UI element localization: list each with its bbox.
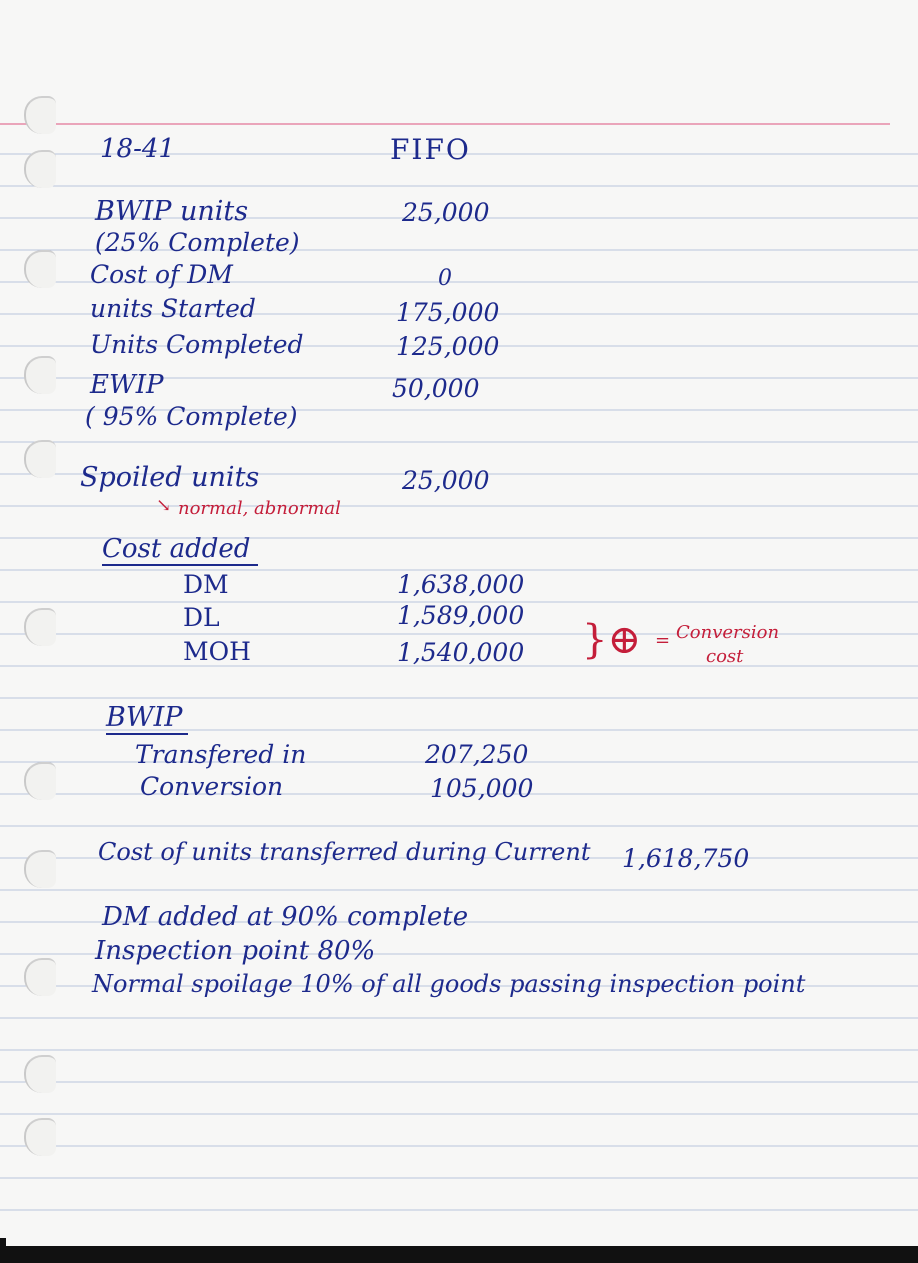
binder-hole: [24, 440, 56, 478]
cost-moh-label: MOH: [183, 637, 251, 666]
binder-hole: [24, 250, 56, 288]
binder-hole: [24, 1055, 56, 1093]
conversion-cost-note-1: Conversion: [676, 622, 780, 643]
cost-transferred-value: 1,618,750: [622, 844, 750, 873]
spoiled-units-value: 25,000: [402, 466, 490, 495]
units-started-label: units Started: [90, 294, 256, 323]
binder-hole: [24, 96, 56, 134]
cost-dm-label: DM: [183, 570, 229, 599]
ewip-label: EWIP: [90, 370, 164, 400]
spoiled-units-label: Spoiled units: [80, 462, 260, 493]
cost-of-dm-label: Cost of DM: [90, 260, 233, 289]
binder-hole: [24, 958, 56, 996]
conversion-cost-note-2: cost: [706, 646, 744, 667]
cost-of-dm-value: 0: [438, 266, 452, 291]
bwip-units-label: BWIP units: [95, 196, 249, 227]
arrow-icon: ↘: [156, 495, 172, 516]
bwip-units-value: 25,000: [402, 198, 490, 227]
units-started-value: 175,000: [396, 298, 500, 327]
transferred-in-value: 207,250: [425, 740, 529, 769]
binder-hole: [24, 762, 56, 800]
method-title: FIFO: [390, 133, 471, 166]
binder-hole: [24, 150, 56, 188]
cost-dm-value: 1,638,000: [397, 570, 525, 599]
ewip-value: 50,000: [392, 374, 480, 403]
spoilage-type-note: normal, abnormal: [178, 498, 341, 519]
normal-spoilage-note: Normal spoilage 10% of all goods passing inspection point: [92, 970, 806, 998]
binder-hole: [24, 608, 56, 646]
inspection-point-note: Inspection point 80%: [95, 936, 376, 966]
bwip-cost-heading: BWIP: [106, 704, 188, 735]
scan-edge: [0, 1246, 918, 1263]
cost-moh-value: 1,540,000: [397, 638, 525, 667]
binder-hole: [24, 1118, 56, 1156]
conversion-label: Conversion: [140, 772, 284, 801]
dm-added-note: DM added at 90% complete: [102, 902, 469, 932]
binder-hole: [24, 356, 56, 394]
transferred-in-label: Transfered in: [135, 740, 307, 769]
conversion-value: 105,000: [430, 774, 534, 803]
equals-sign: =: [655, 630, 671, 651]
units-completed-value: 125,000: [396, 332, 500, 361]
ewip-percent-complete: ( 95% Complete): [85, 402, 298, 431]
bwip-percent-complete: (25% Complete): [95, 228, 300, 257]
brace-plus-icon: }⊕: [582, 617, 641, 663]
cost-dl-value: 1,589,000: [397, 601, 525, 630]
problem-number: 18-41: [100, 134, 175, 164]
units-completed-label: Units Completed: [90, 330, 304, 359]
cost-dl-label: DL: [183, 603, 220, 632]
binder-hole: [24, 850, 56, 888]
cost-added-heading: Cost added: [102, 536, 258, 566]
cost-transferred-label: Cost of units transferred during Current: [98, 838, 591, 866]
